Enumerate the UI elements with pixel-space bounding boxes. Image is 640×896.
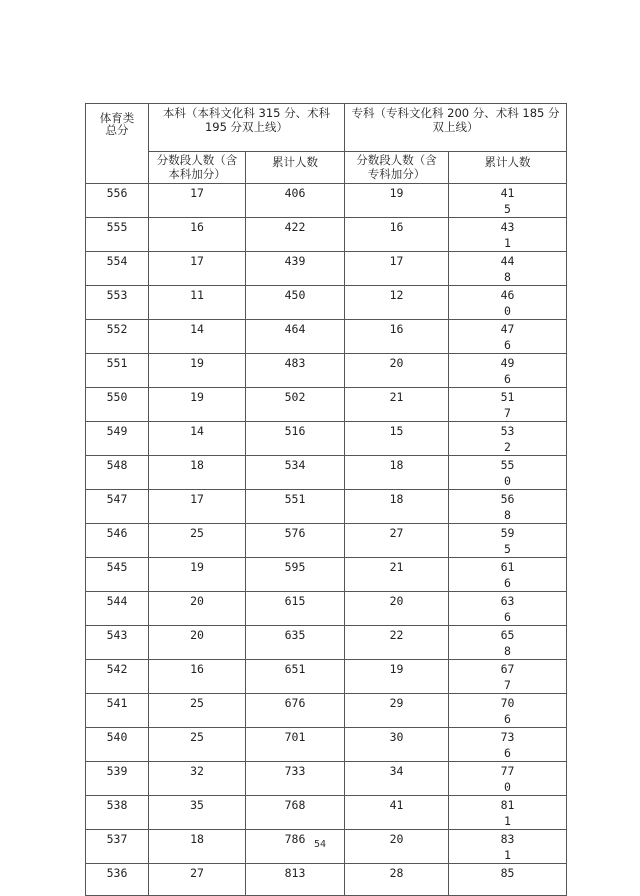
cell-score: 549	[86, 422, 149, 456]
cell-u-seg: 17	[149, 184, 246, 218]
cell-j-seg: 27	[345, 524, 449, 558]
cell-j-seg: 18	[345, 490, 449, 524]
cell-j-cum: 460	[449, 286, 567, 320]
cell-j-cum: 811	[449, 796, 567, 830]
header-total-score: 体育类总分	[86, 104, 149, 184]
cell-j-cum: 568	[449, 490, 567, 524]
table-row	[86, 286, 567, 320]
table-row	[86, 558, 567, 592]
cell-score: 546	[86, 524, 149, 558]
cell-u-cum: 676	[246, 694, 345, 728]
cell-u-seg: 18	[149, 830, 246, 864]
cell-score: 541	[86, 694, 149, 728]
cell-j-seg: 20	[345, 592, 449, 626]
header-junior-segment: 分数段人数（含专科加分）	[345, 152, 449, 184]
cell-j-cum: 658	[449, 626, 567, 660]
cell-j-cum: 706	[449, 694, 567, 728]
cell-j-seg: 19	[345, 184, 449, 218]
cell-u-seg: 19	[149, 388, 246, 422]
cell-j-cum: 496	[449, 354, 567, 388]
cell-u-cum: 733	[246, 762, 345, 796]
header-undergrad-group: 本科（本科文化科 315 分、术科 195 分双上线）	[149, 104, 345, 152]
table-row	[86, 796, 567, 830]
cell-u-cum: 786	[246, 830, 345, 864]
table-row	[86, 592, 567, 626]
cell-j-cum: 517	[449, 388, 567, 422]
cell-score: 551	[86, 354, 149, 388]
cell-u-cum: 534	[246, 456, 345, 490]
cell-u-seg: 25	[149, 694, 246, 728]
cell-u-cum: 406	[246, 184, 345, 218]
cell-u-seg: 25	[149, 524, 246, 558]
cell-score: 548	[86, 456, 149, 490]
cell-u-seg: 11	[149, 286, 246, 320]
cell-u-seg: 19	[149, 354, 246, 388]
header-undergrad-cumulative: 累计人数	[246, 152, 345, 184]
cell-u-seg: 17	[149, 490, 246, 524]
cell-u-seg: 35	[149, 796, 246, 830]
cell-u-seg: 20	[149, 592, 246, 626]
cell-u-seg: 16	[149, 660, 246, 694]
cell-u-seg: 27	[149, 864, 246, 896]
cell-u-cum: 813	[246, 864, 345, 896]
cell-u-seg: 32	[149, 762, 246, 796]
cell-j-seg: 30	[345, 728, 449, 762]
cell-u-cum: 483	[246, 354, 345, 388]
cell-j-cum: 448	[449, 252, 567, 286]
cell-score: 538	[86, 796, 149, 830]
table-row	[86, 762, 567, 796]
cell-j-cum: 431	[449, 218, 567, 252]
cell-u-cum: 701	[246, 728, 345, 762]
cell-score: 555	[86, 218, 149, 252]
header-undergrad-segment: 分数段人数（含本科加分）	[149, 152, 246, 184]
table-row	[86, 660, 567, 694]
cell-u-seg: 16	[149, 218, 246, 252]
table-row	[86, 388, 567, 422]
cell-j-seg: 19	[345, 660, 449, 694]
table-row	[86, 626, 567, 660]
header-junior-group: 专科（专科文化科 200 分、术科 185 分双上线）	[345, 104, 567, 152]
cell-u-cum: 595	[246, 558, 345, 592]
cell-u-seg: 19	[149, 558, 246, 592]
cell-score: 536	[86, 864, 149, 896]
cell-u-cum: 635	[246, 626, 345, 660]
cell-u-seg: 17	[149, 252, 246, 286]
cell-u-cum: 439	[246, 252, 345, 286]
cell-j-seg: 16	[345, 320, 449, 354]
cell-j-seg: 15	[345, 422, 449, 456]
cell-j-cum: 595	[449, 524, 567, 558]
table-row	[86, 252, 567, 286]
cell-u-cum: 576	[246, 524, 345, 558]
cell-j-seg: 29	[345, 694, 449, 728]
cell-u-seg: 14	[149, 320, 246, 354]
cell-u-cum: 551	[246, 490, 345, 524]
cell-u-cum: 768	[246, 796, 345, 830]
cell-score: 547	[86, 490, 149, 524]
table-row	[86, 728, 567, 762]
cell-u-cum: 502	[246, 388, 345, 422]
cell-u-cum: 615	[246, 592, 345, 626]
cell-score: 542	[86, 660, 149, 694]
cell-j-cum: 85	[449, 864, 567, 896]
table-row	[86, 354, 567, 388]
cell-score: 553	[86, 286, 149, 320]
cell-j-seg: 34	[345, 762, 449, 796]
cell-j-cum: 616	[449, 558, 567, 592]
table-body	[86, 184, 567, 896]
cell-score: 537	[86, 830, 149, 864]
table-row	[86, 422, 567, 456]
cell-score: 540	[86, 728, 149, 762]
cell-j-cum: 550	[449, 456, 567, 490]
cell-u-seg: 14	[149, 422, 246, 456]
cell-j-seg: 20	[345, 354, 449, 388]
cell-score: 550	[86, 388, 149, 422]
cell-j-seg: 22	[345, 626, 449, 660]
cell-score: 556	[86, 184, 149, 218]
cell-u-cum: 464	[246, 320, 345, 354]
table-row	[86, 490, 567, 524]
cell-u-cum: 516	[246, 422, 345, 456]
table-row	[86, 184, 567, 218]
cell-u-cum: 651	[246, 660, 345, 694]
table-row	[86, 524, 567, 558]
cell-j-cum: 677	[449, 660, 567, 694]
cell-j-seg: 28	[345, 864, 449, 896]
cell-u-cum: 422	[246, 218, 345, 252]
cell-j-seg: 41	[345, 796, 449, 830]
page-number: 54	[313, 839, 327, 850]
table-row	[86, 694, 567, 728]
cell-u-seg: 25	[149, 728, 246, 762]
cell-score: 552	[86, 320, 149, 354]
table-row	[86, 218, 567, 252]
cell-score: 554	[86, 252, 149, 286]
cell-j-seg: 18	[345, 456, 449, 490]
cell-j-cum: 476	[449, 320, 567, 354]
cell-j-seg: 12	[345, 286, 449, 320]
cell-j-seg: 20	[345, 830, 449, 864]
score-distribution-table	[85, 103, 567, 896]
cell-score: 545	[86, 558, 149, 592]
cell-score: 539	[86, 762, 149, 796]
cell-score: 544	[86, 592, 149, 626]
table-row	[86, 320, 567, 354]
cell-u-seg: 20	[149, 626, 246, 660]
cell-j-cum: 636	[449, 592, 567, 626]
cell-u-cum: 450	[246, 286, 345, 320]
header-junior-cumulative: 累计人数	[449, 152, 567, 184]
cell-j-seg: 16	[345, 218, 449, 252]
cell-j-cum: 736	[449, 728, 567, 762]
cell-j-cum: 831	[449, 830, 567, 864]
table-row	[86, 864, 567, 896]
table-row	[86, 456, 567, 490]
cell-j-cum: 415	[449, 184, 567, 218]
cell-score: 543	[86, 626, 149, 660]
cell-j-seg: 21	[345, 388, 449, 422]
cell-u-seg: 18	[149, 456, 246, 490]
cell-j-seg: 17	[345, 252, 449, 286]
cell-j-cum: 532	[449, 422, 567, 456]
cell-j-seg: 21	[345, 558, 449, 592]
cell-j-cum: 770	[449, 762, 567, 796]
